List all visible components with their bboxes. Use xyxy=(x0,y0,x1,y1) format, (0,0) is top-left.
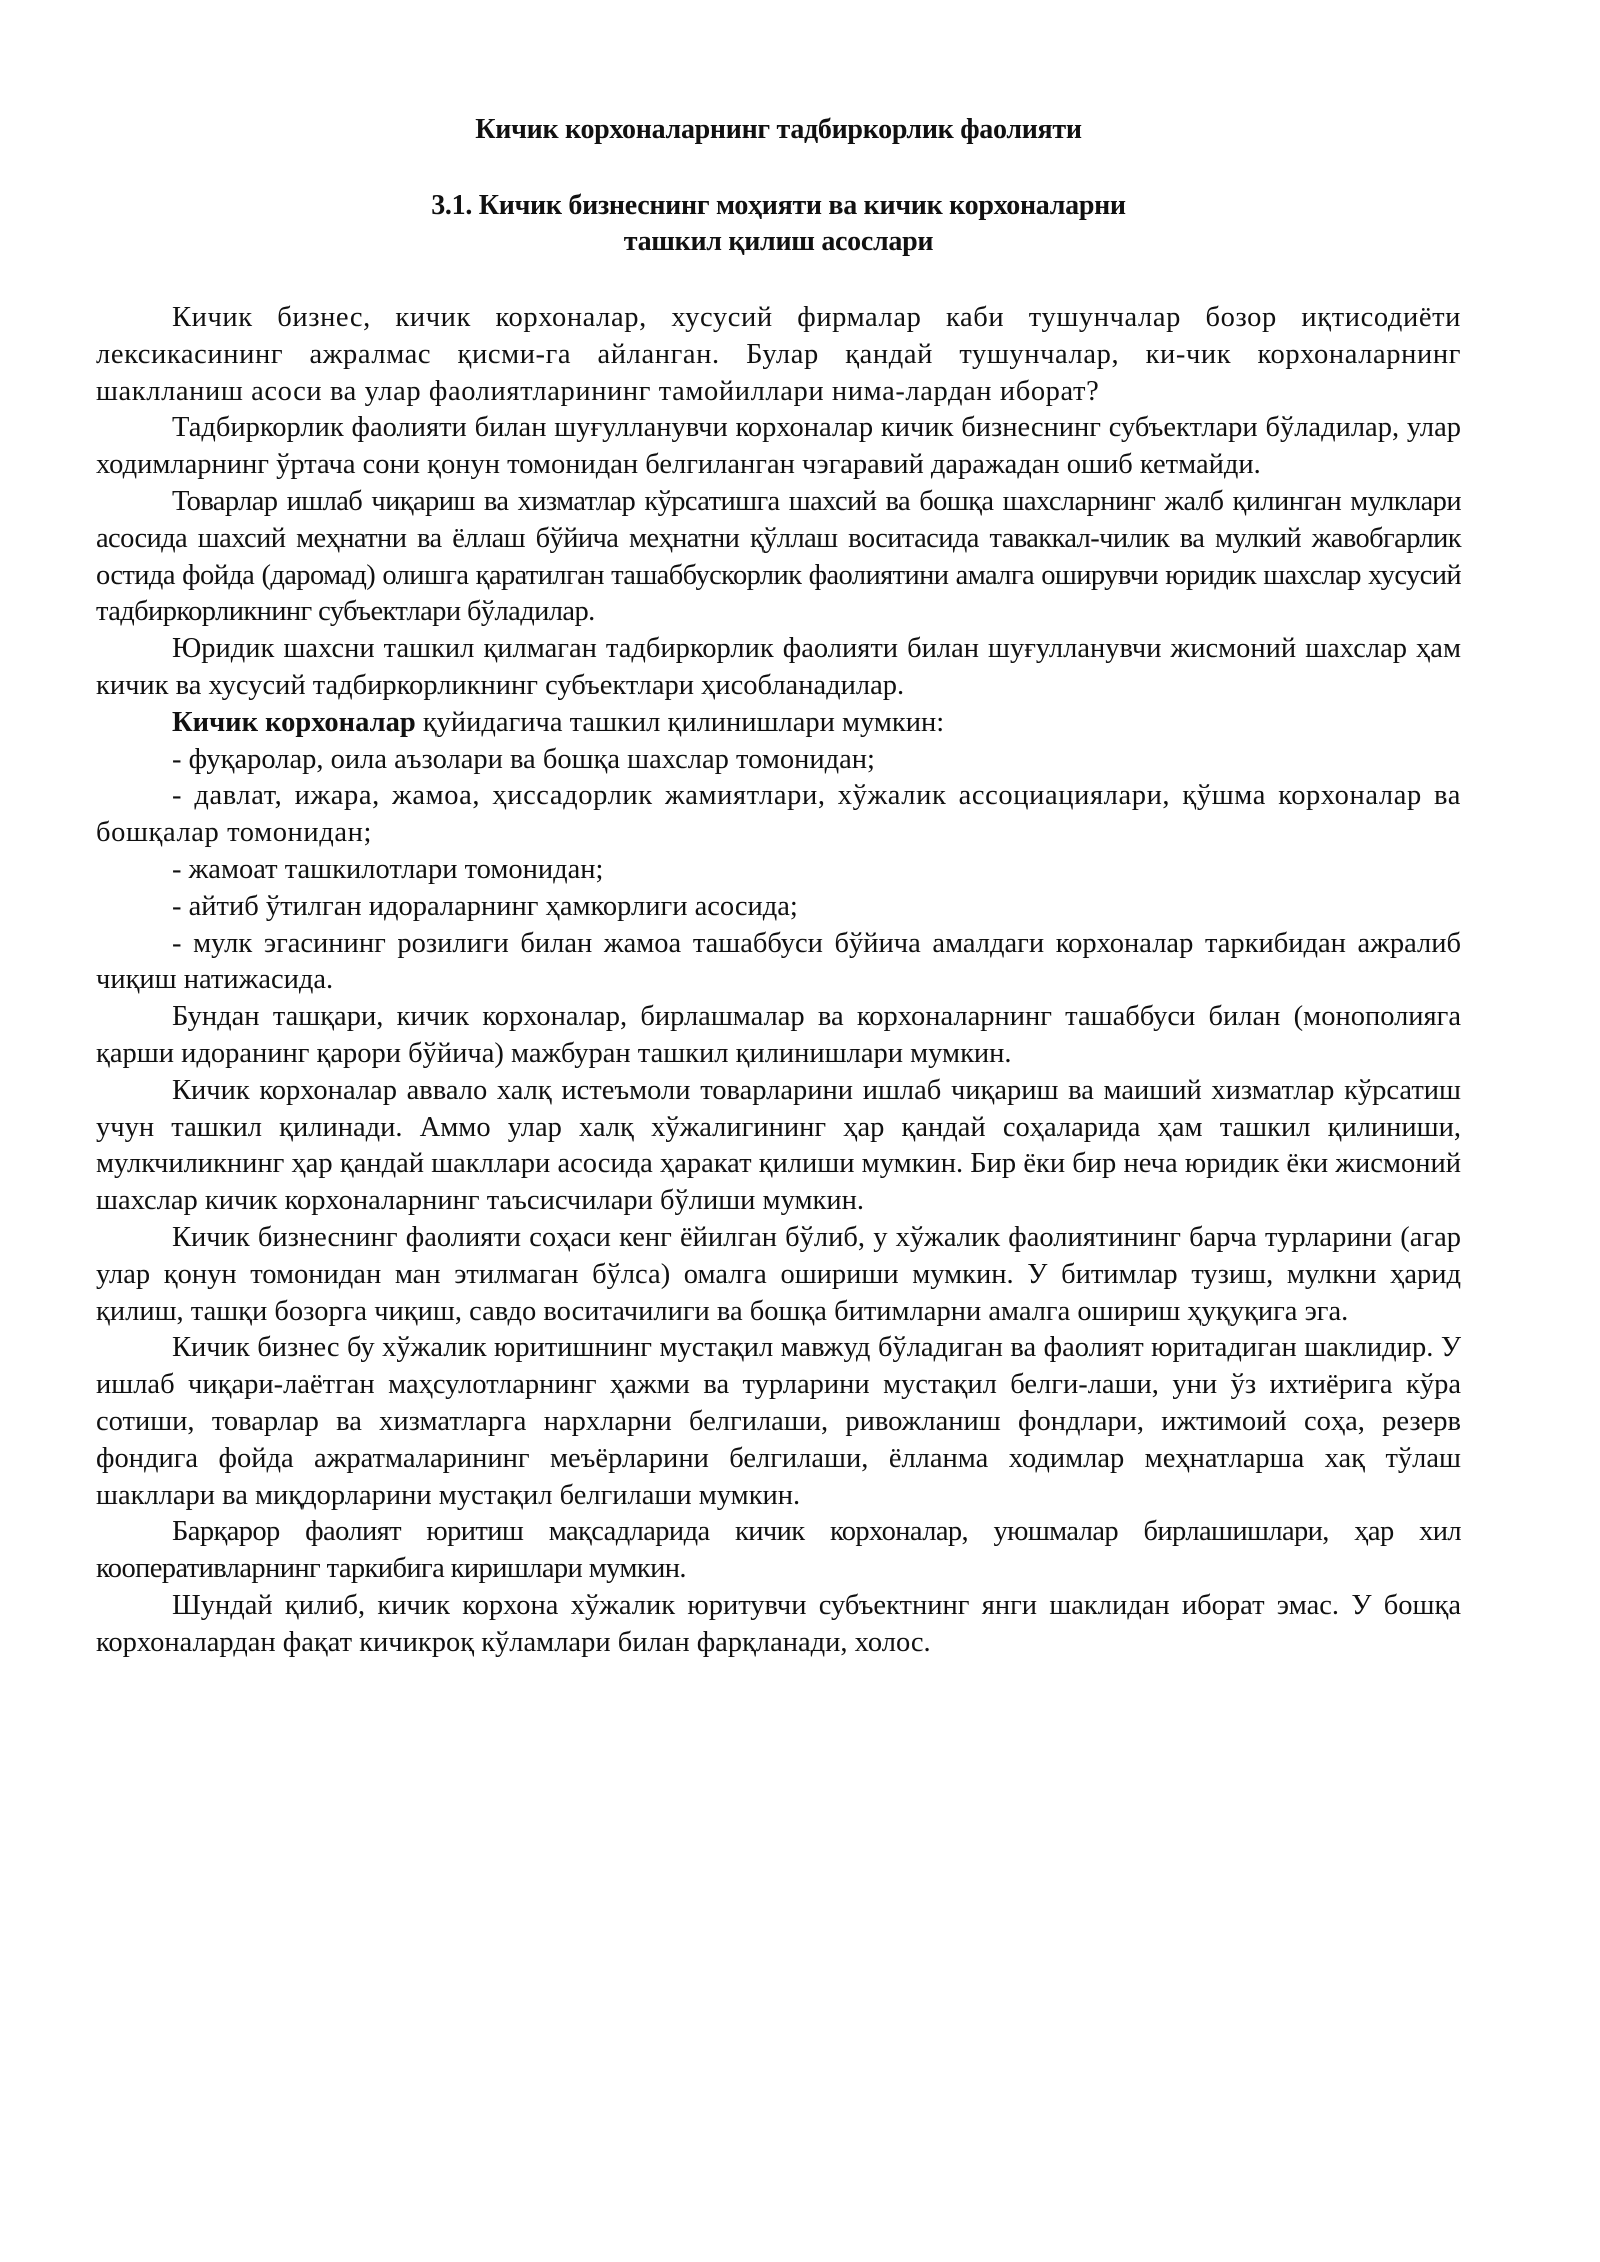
list-item: - давлат, ижара, жамоа, ҳиссадорлик жамиятлари, хўжалик ассоциациялари, қўшма корхоналар ва бошқалар томонидан; xyxy=(96,780,1461,849)
paragraph: Кичик бизнес, кичик корхоналар, хусусий фирмалар каби тушунчалар бозор иқтисодиёти лексикасининг ажралмас қисми-га айланган. Булар қандай тушунчалар, ки-чик корхоналарнинг шаклланиш асоси ва улар фаолиятларининг тамойиллари нима-лардан иборат? xyxy=(96,302,1461,407)
organizers-intro-rest: қуйидагича ташкил қилинишлари мумкин: xyxy=(415,706,945,738)
list-item: - фуқаролар, оила аъзолари ва бошқа шахслар томонидан; xyxy=(172,743,875,775)
paragraph: Товарлар ишлаб чиқариш ва хизматлар кўрсатишга шахсий ва бошқа шахсларнинг жалб қилинган мулклари асосида шахсий меҳнатни ва ёллаш бўйича меҳнатни қўллаш воситасида таваккал-чилик ва мулкий жавобгарлик остида фойда (даромад) олишга қаратилган ташаббускорлик фаолиятини амалга оширувчи юридик шахслар хусусий тадбиркорликнинг субъектлари бўладилар. xyxy=(96,485,1461,628)
paragraph: Бундан ташқари, кичик корхоналар, бирлашмалар ва корхоналарнинг ташаббуси билан (монополияга қарши идоранинг қарори бўйича) мажбуран ташкил қилинишлари мумкин. xyxy=(96,1001,1461,1069)
list-item: - мулк эгасининг розилиги билан жамоа ташаббуси бўйича амалдаги корхоналар таркибидан ажралиб чиқиш натижасида. xyxy=(96,927,1461,996)
organizers-intro xyxy=(96,705,1461,742)
document-body xyxy=(96,112,1461,1661)
paragraph: Кичик корхоналар аввало халқ истеъмоли товарларини ишлаб чиқариш ва маиший хизматлар кўрсатиш учун ташкил қилинади. Аммо улар халқ хўжалигининг ҳар қандай соҳаларида ҳам ташкил қилиниши, мулкчиликнинг ҳар қандай шакллари асосида ҳаракат қилиши мумкин. Бир ёки бир неча юридик ёки жисмоний шахслар кичик корхоналарнинг таъсисчилари бўлиши мумкин. xyxy=(96,1074,1461,1217)
section-heading-line-1: 3.1. Кичик бизнеснинг моҳияти ва кичик корхоналарни xyxy=(431,190,1126,221)
body-text xyxy=(96,300,1461,1661)
list-item: - айтиб ўтилган идораларнинг ҳамкорлиги асосида; xyxy=(172,890,798,922)
paragraph: Кичик бизнес бу хўжалик юритишнинг мустақил мавжуд бўладиган ва фаолият юритадиган шаклидир. У ишлаб чиқари-лаётган маҳсулотларнинг ҳажми ва турларини мустақил белги-лаши, уни ўз ихтиёрига кўра сотиши, товарлар ва хизматларга нархларни белгилаши, ривожланиш фондлари, ижтимоий соҳа, резерв фондига фойда ажратмаларининг меъёрларини белгилаши, ёлланма ходимлар меҳнатларша хақ тўлаш шакллари ва миқдорларини мустақил белгилаши мумкин. xyxy=(96,1332,1461,1511)
section-heading-line-2: ташкил қилиш асослари xyxy=(623,226,934,257)
list-item: - жамоат ташкилотлари томонидан; xyxy=(172,853,604,885)
paragraph: Юридик шахсни ташкил қилмаган тадбиркорлик фаолияти билан шуғулланувчи жисмоний шахслар ҳам кичик ва хусусий тадбиркорликнинг субъектлари ҳисобланадилар. xyxy=(96,633,1461,701)
organizers-intro-bold: Кичик корхоналар xyxy=(172,706,416,738)
section-heading xyxy=(96,188,1461,260)
paragraph: Шундай қилиб, кичик корхона хўжалик юритувчи субъектнинг янги шаклидан иборат эмас. У бошқа корхоналардан фақат кичикроқ кўламлари билан фарқланади, холос. xyxy=(96,1589,1461,1658)
document-title: Кичик корхоналарнинг тадбиркорлик фаолияти xyxy=(475,114,1082,145)
paragraph: Барқарор фаолият юритиш мақсадларида кичик корхоналар, уюшмалар бирлашишлари, ҳар хил кооперативларнинг таркибига киришлари мумкин. xyxy=(96,1516,1461,1585)
paragraph: Кичик бизнеснинг фаолияти соҳаси кенг ёйилган бўлиб, у хўжалик фаолиятининг барча турларини (агар улар қонун томонидан ман этилмаган бўлса) омалга ошириши мумкин. У битимлар тузиш, мулкни ҳарид қилиш, ташқи бозорга чиқиш, савдо воситачилиги ва бошқа битимларни амалга ошириш ҳуқуқига эга. xyxy=(96,1221,1461,1327)
paragraph: Тадбиркорлик фаолияти билан шуғулланувчи корхоналар кичик бизнеснинг субъектлари бўладилар, улар ходимларнинг ўртача сони қонун томонидан белгиланган чэгаравий даражадан ошиб кетмайди. xyxy=(96,412,1461,481)
